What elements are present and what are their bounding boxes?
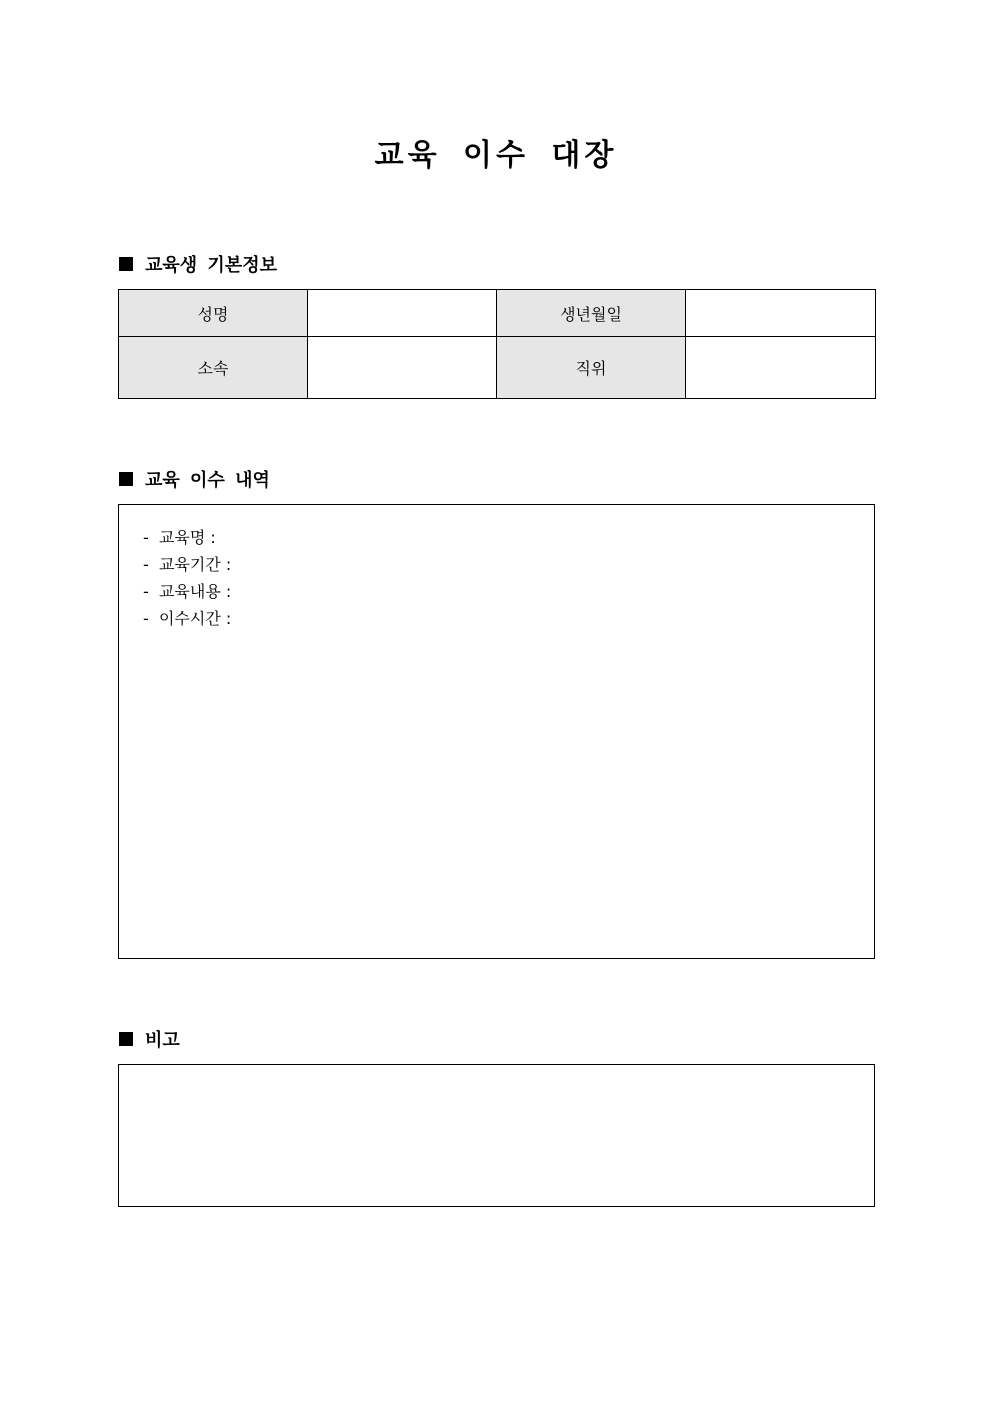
square-bullet-icon [119, 472, 133, 486]
history-box[interactable] [118, 504, 875, 959]
name-label: 성명 [119, 290, 308, 337]
name-field[interactable] [308, 290, 497, 337]
position-label: 직위 [497, 337, 686, 399]
list-item-course-content: - 교육내용 : [143, 582, 232, 601]
basic-info-table [118, 289, 876, 399]
birthdate-field[interactable] [686, 290, 876, 337]
section-heading-label: 교육생 기본정보 [145, 255, 277, 276]
remarks-box[interactable] [118, 1064, 875, 1207]
history-list [143, 524, 231, 632]
table-row [119, 290, 876, 337]
list-item-completion-hours: - 이수시간 : [143, 609, 232, 628]
table-row [119, 337, 876, 399]
birthdate-label: 생년월일 [497, 290, 686, 337]
section-heading-basic-info [119, 252, 277, 276]
square-bullet-icon [119, 1032, 133, 1046]
square-bullet-icon [119, 257, 133, 271]
position-field[interactable] [686, 337, 876, 399]
section-heading-label: 교육 이수 내역 [145, 470, 270, 491]
affiliation-field[interactable] [308, 337, 497, 399]
list-item-course-name: - 교육명 : [143, 528, 216, 547]
affiliation-label: 소속 [119, 337, 308, 399]
section-heading-history [119, 467, 270, 491]
list-item-course-period: - 교육기간 : [143, 555, 232, 574]
page-title: 교육 이수 대장 [374, 138, 618, 173]
section-heading-remarks [119, 1027, 180, 1051]
section-heading-label: 비고 [145, 1030, 180, 1051]
